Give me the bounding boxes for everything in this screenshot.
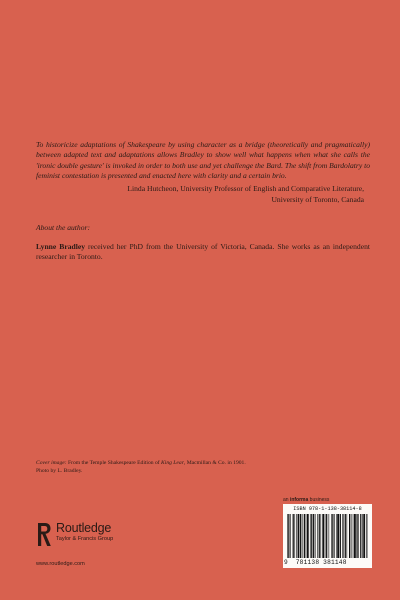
barcode-bar (307, 514, 309, 558)
barcode-bar (353, 514, 354, 558)
isbn-text: ISBN 978-1-138-38114-8 (293, 506, 362, 512)
barcode-bar (332, 514, 333, 558)
barcode-bar (331, 514, 332, 558)
attribution-line-2: University of Toronto, Canada (271, 194, 364, 204)
photo-credit: Photo by L. Bradley. (36, 468, 83, 475)
barcode-bar (317, 514, 318, 558)
endorsement-quote: To historicize adaptations of Shakespeare by using character as a bridge (theoretically and pragmatically) between adapted text and adaptations allows Bradley to show well what happens when what she calls the 'ironic double gesture' is invoked in order to both use and yet challenge the Bard. The shift from Bardolatry to feminist contestation is presented and enacted here with clarity and a certain brio. (36, 139, 370, 181)
about-author-text (36, 242, 370, 263)
informa-suffix: business (308, 497, 330, 503)
barcode-bar (354, 514, 356, 558)
barcode-bar (293, 514, 294, 558)
barcode-bar (310, 514, 311, 558)
barcode-bar (288, 514, 289, 558)
cover-credit-line (36, 459, 370, 467)
routledge-r-icon (36, 521, 52, 547)
barcode-bar (363, 514, 365, 558)
cover-credit-text-after: , Macmillan & Co. in 1901. (183, 460, 246, 466)
barcode-bar (325, 514, 326, 558)
barcode-bar (313, 514, 314, 558)
barcode-bar (319, 514, 320, 558)
cover-credit-text: From the Temple Shakespeare Edition of (66, 460, 162, 466)
barcode-bar (358, 514, 359, 558)
barcode-bar (334, 514, 335, 558)
publisher-group: Taylor & Francis Group (56, 536, 114, 542)
endorsement-attribution (36, 184, 364, 205)
barcode-bar (340, 514, 341, 558)
barcode-bar (315, 514, 316, 558)
barcode-bar (337, 514, 339, 558)
barcode-bar (329, 514, 330, 558)
barcode-bar (311, 514, 312, 558)
barcode-bar (349, 514, 350, 558)
ean-group-1: 781138 (295, 559, 320, 566)
barcode-bar (302, 514, 303, 558)
routledge-logo (36, 520, 156, 560)
barcode-bar (320, 514, 321, 558)
informa-prefix: an (283, 497, 290, 503)
barcode-bars (287, 514, 368, 558)
barcode-bar (360, 514, 361, 558)
isbn-barcode (283, 504, 372, 568)
ean-number (284, 559, 371, 566)
author-bio: received her PhD from the University of Victoria, Canada. She works as an independent researcher in Toronto. (36, 241, 370, 262)
barcode-bar (287, 514, 288, 558)
ean-group-2: 381148 (323, 559, 347, 566)
barcode-bar (342, 514, 343, 558)
attribution-line-1: Linda Hutcheon, University Professor of English and Comparative Literature, (127, 184, 364, 193)
barcode-bar (336, 514, 337, 558)
barcode-bar (343, 514, 344, 558)
barcode-bar (356, 514, 357, 558)
barcode-bar (322, 514, 324, 558)
barcode-bar (345, 514, 346, 558)
barcode-bar (300, 514, 301, 558)
cover-credit-title: King Lear (161, 460, 184, 466)
barcode-bar (306, 514, 307, 558)
barcode-bar (326, 514, 327, 558)
publisher-brand: Routledge (56, 521, 112, 535)
author-name: Lynne Bradley (36, 241, 86, 251)
barcode-bar (347, 514, 348, 558)
barcode-bar (290, 514, 291, 558)
barcode-bar (296, 514, 297, 558)
barcode-bar (351, 514, 352, 558)
cover-image-credit (36, 459, 370, 476)
about-author-label: About the author: (36, 223, 90, 232)
ean-first-digit: 9 (284, 559, 288, 566)
barcode-bar (298, 514, 300, 558)
barcode-bar (304, 514, 305, 558)
barcode-bar (366, 514, 367, 558)
informa-name: informa (289, 497, 309, 503)
informa-tagline (283, 497, 329, 503)
publisher-website: www.routledge.com (36, 561, 85, 567)
barcode-bar (294, 514, 295, 558)
cover-image-label: Cover image: (36, 460, 67, 466)
barcode-bar (362, 514, 363, 558)
